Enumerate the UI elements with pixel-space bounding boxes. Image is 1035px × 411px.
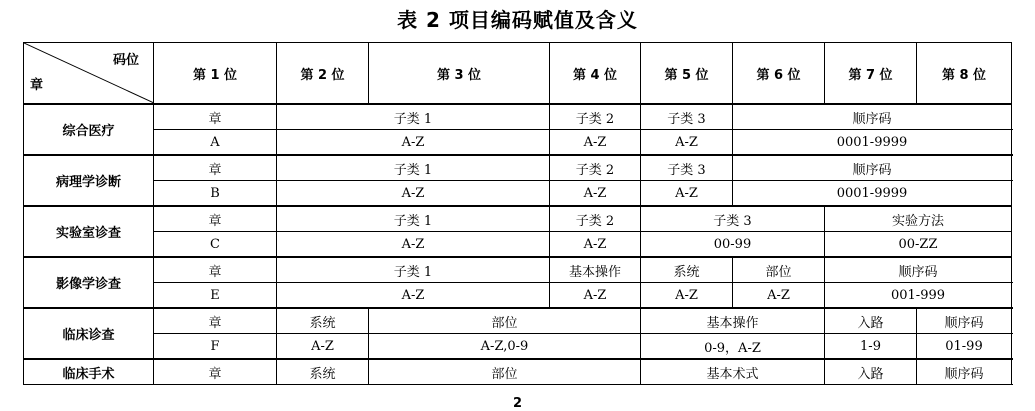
table-cell: 00-99	[641, 232, 825, 258]
table-cell: 顺序码	[825, 257, 1012, 283]
table-cell: A-Z,0-9	[369, 334, 641, 360]
table-cell: 章	[154, 155, 277, 181]
table-cell: 基本操作	[550, 257, 641, 283]
chapter-name: 综合医疗	[24, 104, 154, 155]
chapter-name: 病理学诊断	[24, 155, 154, 206]
table-cell: A-Z	[277, 283, 550, 309]
table-cell: 子类 1	[277, 206, 550, 232]
table-cell: 部位	[369, 359, 641, 385]
table-cell: 部位	[733, 257, 825, 283]
table-cell: 子类 1	[277, 257, 550, 283]
table-cell: 001-999	[825, 283, 1012, 309]
table-row	[24, 181, 1012, 207]
table-cell: 章	[154, 104, 277, 130]
header-position-6: 第 6 位	[733, 43, 825, 105]
table-cell: E	[154, 283, 277, 309]
table-cell: A-Z	[550, 232, 641, 258]
chapter-name: 实验室诊查	[24, 206, 154, 257]
table-cell: A-Z	[550, 283, 641, 309]
header-position-7: 第 7 位	[825, 43, 917, 105]
table-cell: 章	[154, 308, 277, 334]
table-row	[24, 232, 1012, 258]
table-cell: 系统	[277, 308, 369, 334]
table-row	[24, 283, 1012, 309]
page-number: 2	[512, 396, 523, 411]
table-cell: 章	[154, 257, 277, 283]
table-cell: 入路	[825, 308, 917, 334]
table-cell: 子类 2	[550, 104, 641, 130]
table-cell: 顺序码	[917, 308, 1012, 334]
header-position-5: 第 5 位	[641, 43, 733, 105]
table-row	[24, 257, 1012, 283]
table-row	[24, 130, 1012, 156]
table-cell: 实验方法	[825, 206, 1012, 232]
table-cell: 顺序码	[917, 359, 1012, 385]
header-row	[24, 43, 1012, 105]
table-cell: 子类 1	[277, 104, 550, 130]
table-cell: A-Z	[550, 130, 641, 156]
table-cell: 1-9	[825, 334, 917, 360]
table-cell: 0-9，A-Z	[641, 334, 825, 360]
table-cell: A-Z	[277, 130, 550, 156]
table-cell: 子类 3	[641, 104, 733, 130]
coding-table	[23, 42, 1012, 385]
table-cell: 0001-9999	[733, 130, 1012, 156]
table-cell: A	[154, 130, 277, 156]
table-cell: 系统	[277, 359, 369, 385]
header-position-1: 第 1 位	[154, 43, 277, 105]
table-title: 表 2 项目编码赋值及含义	[397, 8, 638, 32]
table-cell: 顺序码	[733, 104, 1012, 130]
table-cell: 子类 3	[641, 206, 825, 232]
table-row	[24, 334, 1012, 360]
table-cell: 子类 2	[550, 206, 641, 232]
table-cell: F	[154, 334, 277, 360]
chapter-name: 影像学诊查	[24, 257, 154, 308]
table-cell: 章	[154, 359, 277, 385]
table-cell: A-Z	[641, 283, 733, 309]
table-cell: 部位	[369, 308, 641, 334]
header-position-8: 第 8 位	[917, 43, 1012, 105]
table-cell: 入路	[825, 359, 917, 385]
table-cell: A-Z	[733, 283, 825, 309]
corner-label-position: 码位	[112, 53, 139, 68]
header-position-4: 第 4 位	[550, 43, 641, 105]
corner-label-chapter: 章	[30, 78, 44, 93]
header-position-3: 第 3 位	[369, 43, 550, 105]
header-position-2: 第 2 位	[277, 43, 369, 105]
table-cell: C	[154, 232, 277, 258]
corner-cell	[24, 43, 154, 105]
table-cell: 子类 1	[277, 155, 550, 181]
table-cell: 子类 2	[550, 155, 641, 181]
table-cell: A-Z	[277, 232, 550, 258]
table-row	[24, 308, 1012, 334]
table-cell: 00-ZZ	[825, 232, 1012, 258]
table-cell: A-Z	[277, 181, 550, 207]
table-row	[24, 206, 1012, 232]
table-row	[24, 104, 1012, 130]
table-cell: A-Z	[550, 181, 641, 207]
table-cell: A-Z	[641, 181, 733, 207]
table-cell: 0001-9999	[733, 181, 1012, 207]
table-row	[24, 155, 1012, 181]
table-cell: 顺序码	[733, 155, 1012, 181]
table-cell: B	[154, 181, 277, 207]
table-cell: 系统	[641, 257, 733, 283]
chapter-name: 临床手术	[24, 359, 154, 385]
table-cell: 子类 3	[641, 155, 733, 181]
table-cell: A-Z	[641, 130, 733, 156]
chapter-name: 临床诊查	[24, 308, 154, 359]
table-row	[24, 359, 1012, 385]
table-cell: 基本操作	[641, 308, 825, 334]
table-cell: A-Z	[277, 334, 369, 360]
table-cell: 章	[154, 206, 277, 232]
table-cell: 基本术式	[641, 359, 825, 385]
table-cell: 01-99	[917, 334, 1012, 360]
